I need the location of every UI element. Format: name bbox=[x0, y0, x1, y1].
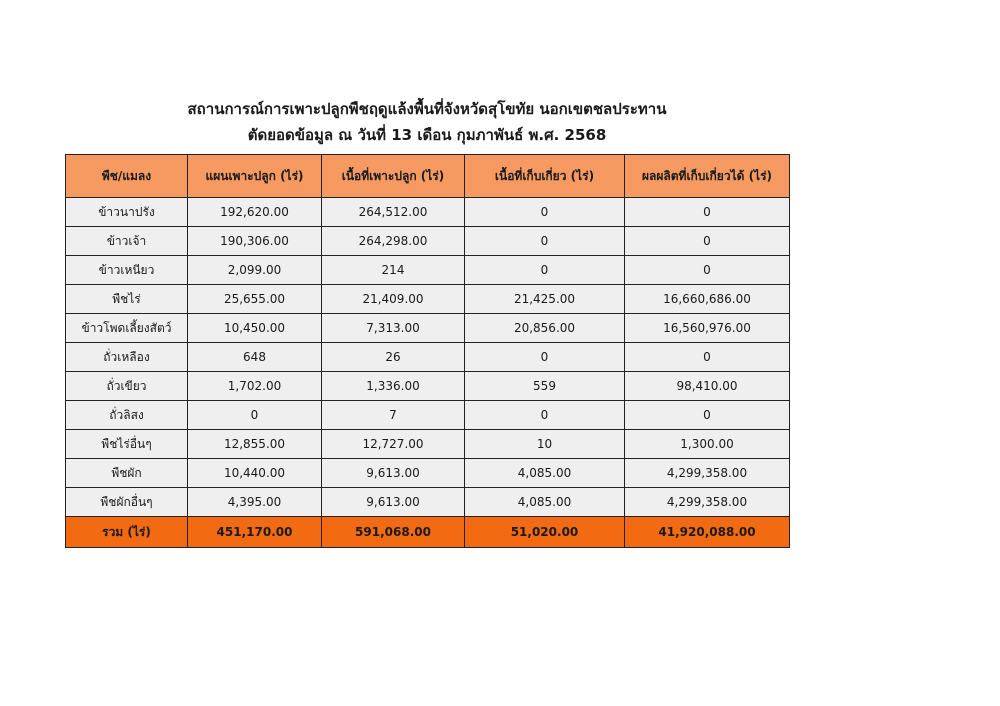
harvest-yield: 0 bbox=[625, 343, 790, 372]
table-row bbox=[66, 256, 790, 285]
report-title-line2: ตัดยอดข้อมูล ณ วันที่ 13 เดือน กุมภาพันธ์ พ.ศ. 2568 bbox=[247, 126, 607, 144]
header-harvested-area: เนื้อที่เก็บเกี่ยว (ไร่) bbox=[465, 155, 625, 198]
crop-name: ข้าวนาปรัง bbox=[66, 198, 188, 227]
planned-area: 10,450.00 bbox=[188, 314, 322, 343]
crop-name: ข้าวเจ้า bbox=[66, 227, 188, 256]
planned-area: 192,620.00 bbox=[188, 198, 322, 227]
harvested-area: 0 bbox=[465, 401, 625, 430]
header-harvest-yield: ผลผลิตที่เก็บเกี่ยวได้ (ไร่) bbox=[625, 155, 790, 198]
harvest-yield: 4,299,358.00 bbox=[625, 459, 790, 488]
crop-name: พืชผักอื่นๆ bbox=[66, 488, 188, 517]
crop-name: ข้าวโพดเลี้ยงสัตว์ bbox=[66, 314, 188, 343]
table-row bbox=[66, 198, 790, 227]
planted-area: 1,336.00 bbox=[322, 372, 465, 401]
crop-name: พืชไร่อื่นๆ bbox=[66, 430, 188, 459]
table-row bbox=[66, 401, 790, 430]
table-row bbox=[66, 227, 790, 256]
crop-name: ข้าวเหนียว bbox=[66, 256, 188, 285]
planted-area: 26 bbox=[322, 343, 465, 372]
crop-name: ถั่วลิสง bbox=[66, 401, 188, 430]
table-total-row bbox=[66, 517, 790, 548]
table-row bbox=[66, 343, 790, 372]
table-row bbox=[66, 372, 790, 401]
planted-area: 214 bbox=[322, 256, 465, 285]
table-row bbox=[66, 314, 790, 343]
planted-area: 264,298.00 bbox=[322, 227, 465, 256]
harvested-area: 0 bbox=[465, 343, 625, 372]
harvest-yield: 16,560,976.00 bbox=[625, 314, 790, 343]
harvest-yield: 1,300.00 bbox=[625, 430, 790, 459]
crop-name: ถั่วเหลือง bbox=[66, 343, 188, 372]
harvest-yield: 0 bbox=[625, 256, 790, 285]
crop-name: พืชไร่ bbox=[66, 285, 188, 314]
table-row bbox=[66, 488, 790, 517]
planned-area: 4,395.00 bbox=[188, 488, 322, 517]
harvest-yield: 0 bbox=[625, 227, 790, 256]
report-title bbox=[65, 96, 789, 148]
table-row bbox=[66, 459, 790, 488]
harvest-yield: 98,410.00 bbox=[625, 372, 790, 401]
planted-area: 12,727.00 bbox=[322, 430, 465, 459]
harvested-area: 20,856.00 bbox=[465, 314, 625, 343]
report-title-line1: สถานการณ์การเพาะปลูกพืชฤดูแล้งพื้นที่จังหวัดสุโขทัย นอกเขตชลประทาน bbox=[187, 100, 667, 118]
planned-area: 2,099.00 bbox=[188, 256, 322, 285]
harvest-yield: 16,660,686.00 bbox=[625, 285, 790, 314]
planted-area: 7,313.00 bbox=[322, 314, 465, 343]
planned-area: 648 bbox=[188, 343, 322, 372]
table-header-row bbox=[66, 155, 790, 198]
total-planted-area: 591,068.00 bbox=[322, 517, 465, 548]
harvested-area: 0 bbox=[465, 256, 625, 285]
harvest-yield: 0 bbox=[625, 401, 790, 430]
table-row bbox=[66, 285, 790, 314]
planned-area: 10,440.00 bbox=[188, 459, 322, 488]
planted-area: 9,613.00 bbox=[322, 459, 465, 488]
harvested-area: 21,425.00 bbox=[465, 285, 625, 314]
planned-area: 25,655.00 bbox=[188, 285, 322, 314]
header-planned-area: แผนเพาะปลูก (ไร่) bbox=[188, 155, 322, 198]
harvested-area: 4,085.00 bbox=[465, 488, 625, 517]
total-harvest-yield: 41,920,088.00 bbox=[625, 517, 790, 548]
harvested-area: 0 bbox=[465, 227, 625, 256]
total-label: รวม (ไร่) bbox=[66, 517, 188, 548]
harvest-yield: 4,299,358.00 bbox=[625, 488, 790, 517]
crop-data-table bbox=[65, 154, 790, 548]
planted-area: 264,512.00 bbox=[322, 198, 465, 227]
harvested-area: 0 bbox=[465, 198, 625, 227]
planned-area: 12,855.00 bbox=[188, 430, 322, 459]
total-harvested-area: 51,020.00 bbox=[465, 517, 625, 548]
planted-area: 21,409.00 bbox=[322, 285, 465, 314]
crop-name: ถั่วเขียว bbox=[66, 372, 188, 401]
planned-area: 0 bbox=[188, 401, 322, 430]
header-crop: พืช/แมลง bbox=[66, 155, 188, 198]
planted-area: 9,613.00 bbox=[322, 488, 465, 517]
total-planned-area: 451,170.00 bbox=[188, 517, 322, 548]
crop-name: พืชผัก bbox=[66, 459, 188, 488]
harvested-area: 4,085.00 bbox=[465, 459, 625, 488]
harvested-area: 10 bbox=[465, 430, 625, 459]
table-row bbox=[66, 430, 790, 459]
planted-area: 7 bbox=[322, 401, 465, 430]
harvest-yield: 0 bbox=[625, 198, 790, 227]
planned-area: 1,702.00 bbox=[188, 372, 322, 401]
harvested-area: 559 bbox=[465, 372, 625, 401]
planned-area: 190,306.00 bbox=[188, 227, 322, 256]
header-planted-area: เนื้อที่เพาะปลูก (ไร่) bbox=[322, 155, 465, 198]
